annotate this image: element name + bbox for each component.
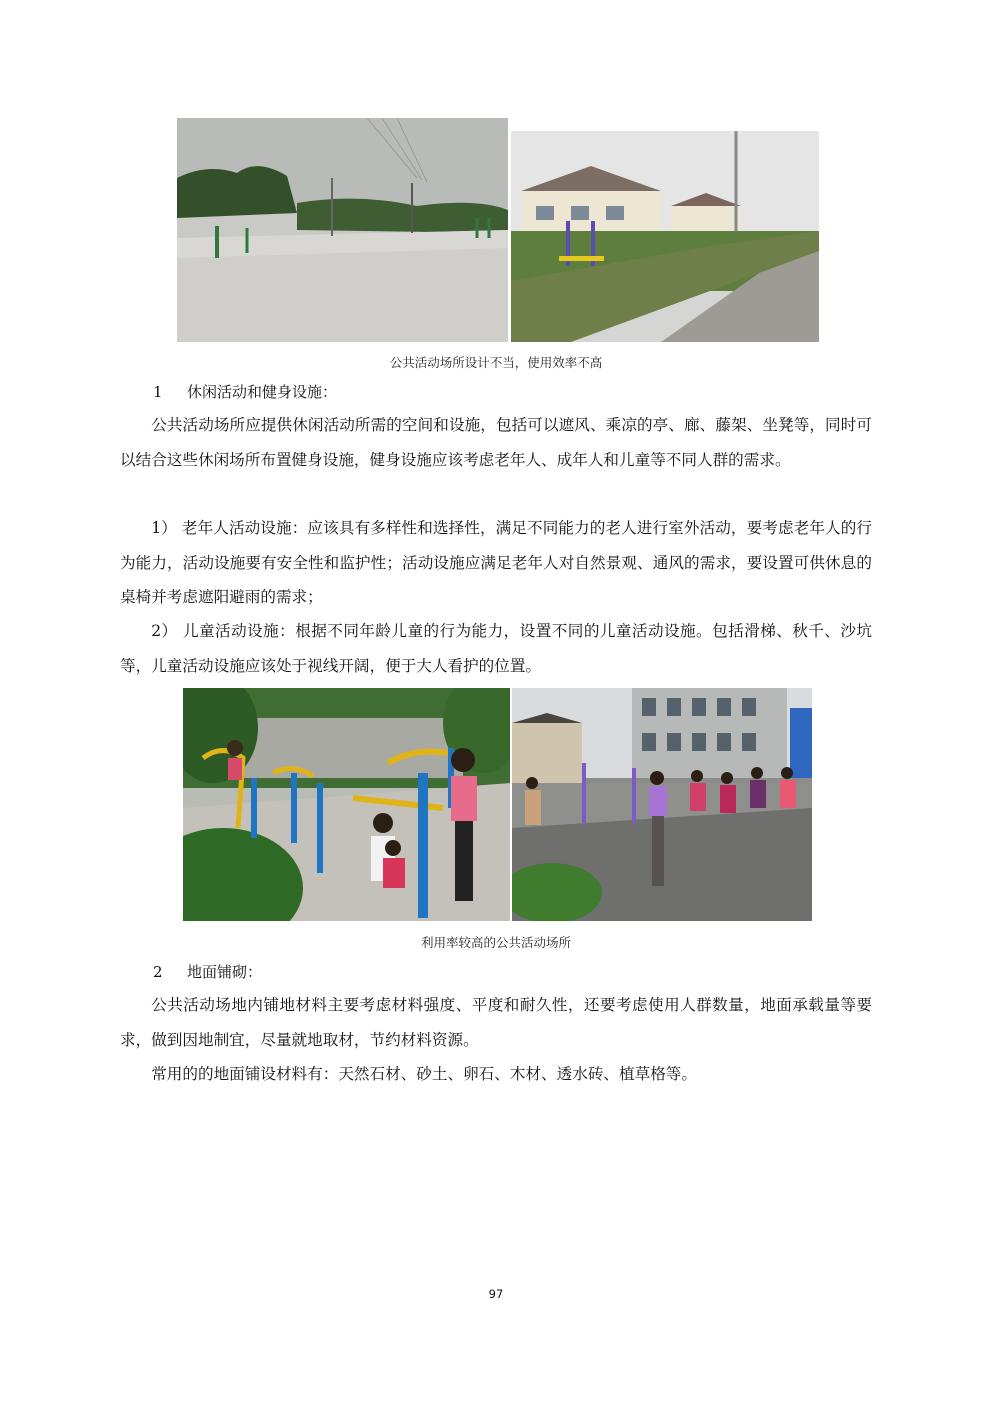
section-2-heading	[153, 962, 262, 982]
section-1-paragraph-2: 1） 老年人活动设施：应该具有多样性和选择性，满足不同能力的老人进行室外活动，要考虑老年人的行为能力，活动设施要有安全性和监护性；活动设施应满足老年人对自然景观、通风的需求，要设置可供休息的桌椅并考虑遮阳避雨的需求；	[120, 519, 872, 606]
roadside-fitness-equipment-photo	[511, 131, 819, 342]
section-2-paragraph-1: 公共活动场地内铺地材料主要考虑材料强度、平度和耐久性，还要考虑使用人群数量，地面承载量等要求，做到因地制宜，尽量就地取材，节约材料资源。	[120, 996, 872, 1049]
children-on-fitness-equipment-photo	[183, 688, 510, 921]
section-2-paragraph-2: 常用的的地面铺设材料有：天然石材、砂土、卵石、木材、透水砖、植草格等。	[151, 1065, 697, 1083]
section-1-heading	[153, 382, 337, 402]
figure-2-caption: 利用率较高的公共活动场所	[420, 935, 571, 950]
section-1-paragraph-1: 公共活动场所应提供休闲活动所需的空间和设施，包括可以遮风、乘凉的亭、廊、藤架、坐凳等，同时可以结合这些休闲场所布置健身设施，健身设施应该考虑老年人、成年人和儿童等不同人群的需求。	[120, 416, 872, 469]
section-1-paragraph-3: 2） 儿童活动设施：根据不同年龄儿童的行为能力，设置不同的儿童活动设施。包括滑梯、秋千、沙坑等，儿童活动设施应该处于视线开阔，便于大人看护的位置。	[120, 622, 872, 675]
square-dancing-photo	[512, 688, 812, 921]
section-2-title: 地面铺砌：	[187, 963, 263, 981]
section-1-title: 休闲活动和健身设施：	[187, 383, 338, 401]
section-2-number: 2	[153, 963, 163, 981]
figure-1-caption: 公共活动场所设计不当，使用效率不高	[389, 355, 603, 370]
section-1-number: 1	[153, 383, 163, 401]
empty-plaza-photo	[177, 118, 508, 342]
page-number: 97	[488, 1287, 504, 1301]
